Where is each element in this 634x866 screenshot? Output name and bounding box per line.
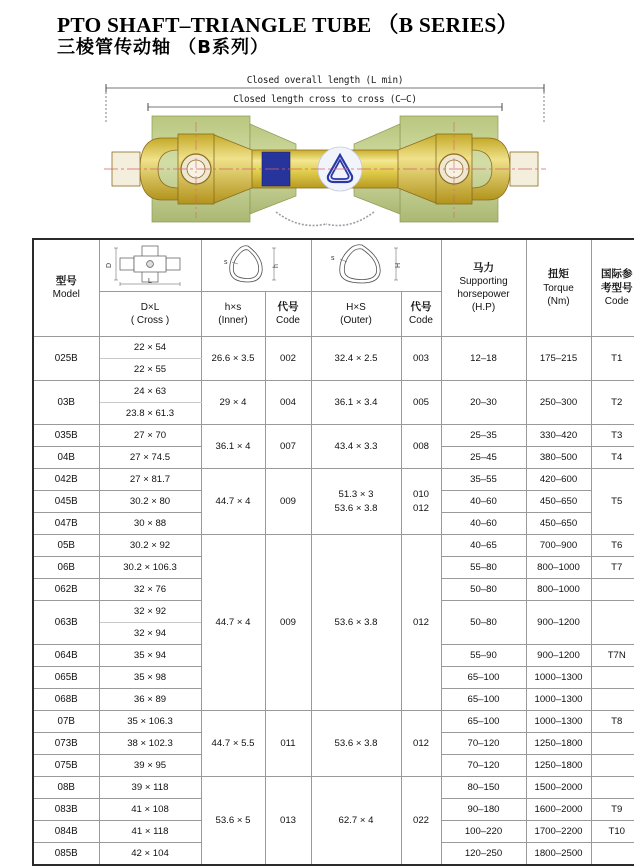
cell-model: 047B	[33, 513, 99, 535]
cell-international-code	[591, 689, 634, 711]
cell-model: 025B	[33, 337, 99, 381]
cell-outer-tube: 43.4 × 3.3	[311, 425, 401, 469]
cell-horsepower: 50–80	[441, 579, 526, 601]
table-row	[33, 469, 634, 491]
cell-cross-dimension: 30.2 × 80	[99, 491, 201, 513]
cell-inner-tube: 44.7 × 5.5	[201, 711, 265, 777]
cell-model: 075B	[33, 755, 99, 777]
cell-outer-code: 003	[401, 337, 441, 381]
cell-model: 068B	[33, 689, 99, 711]
cell-outer-code: 012	[401, 711, 441, 777]
cell-horsepower: 40–60	[441, 513, 526, 535]
cell-horsepower: 40–60	[441, 491, 526, 513]
cell-inner-code: 002	[265, 337, 311, 381]
cell-model: 035B	[33, 425, 99, 447]
cell-cross-dimension: 30.2 × 106.3	[99, 557, 201, 579]
cell-model: 085B	[33, 843, 99, 866]
table-row	[33, 711, 634, 733]
cell-inner-code: 013	[265, 777, 311, 866]
cell-cross-dimension: 23.8 × 61.3	[99, 403, 201, 425]
cell-cross-dimension: 32 × 92	[99, 601, 201, 623]
cell-cross-dimension: 36 × 89	[99, 689, 201, 711]
cell-cross-dimension: 42 × 104	[99, 843, 201, 866]
table-row	[33, 337, 634, 359]
cell-international-code: T8	[591, 711, 634, 733]
dimension-label-overall-length: Closed overall length (L min)	[246, 75, 404, 86]
cross-joint-icon	[99, 239, 201, 292]
cell-torque: 800–1000	[526, 557, 591, 579]
cell-model: 045B	[33, 491, 99, 513]
cell-cross-dimension: 32 × 76	[99, 579, 201, 601]
header-torque: 扭矩 Torque (Nm)	[526, 239, 591, 337]
table-header-icon-row	[33, 239, 634, 292]
safety-chain-right	[326, 212, 374, 226]
cell-international-code: T7N	[591, 645, 634, 667]
cell-torque: 250–300	[526, 381, 591, 425]
cell-inner-tube: 29 × 4	[201, 381, 265, 425]
cell-horsepower: 35–55	[441, 469, 526, 491]
svg-text:h: h	[273, 264, 280, 268]
cell-cross-dimension: 35 × 106.3	[99, 711, 201, 733]
cell-inner-code: 004	[265, 381, 311, 425]
cell-international-code: T3	[591, 425, 634, 447]
header-horsepower: 马力 Supporting horsepower (H.P)	[441, 239, 526, 337]
svg-text:s: s	[224, 259, 228, 266]
cell-torque: 1700–2200	[526, 821, 591, 843]
cell-inner-tube: 44.7 × 4	[201, 535, 265, 711]
cell-inner-tube: 53.6 × 5	[201, 777, 265, 866]
cell-model: 042B	[33, 469, 99, 491]
cell-model: 04B	[33, 447, 99, 469]
table-row	[33, 777, 634, 799]
cell-cross-dimension: 35 × 94	[99, 645, 201, 667]
cell-international-code	[591, 667, 634, 689]
cell-horsepower: 20–30	[441, 381, 526, 425]
cell-cross-dimension: 39 × 118	[99, 777, 201, 799]
header-outer-code: 代号 Code	[401, 292, 441, 337]
cell-model: 064B	[33, 645, 99, 667]
page-title-english: PTO SHAFT–TRIANGLE TUBE （B SERIES）	[57, 13, 519, 37]
outer-tube-icon	[311, 239, 441, 292]
cell-cross-dimension: 24 × 63	[99, 381, 201, 403]
cell-model: 065B	[33, 667, 99, 689]
cell-horsepower: 100–220	[441, 821, 526, 843]
svg-text:L: L	[148, 278, 152, 285]
cell-cross-dimension: 30.2 × 92	[99, 535, 201, 557]
cell-cross-dimension: 30 × 88	[99, 513, 201, 535]
cell-outer-code: 005	[401, 381, 441, 425]
cell-torque: 450–650	[526, 491, 591, 513]
cell-international-code: T5	[591, 469, 634, 535]
table-body	[33, 337, 634, 866]
cell-outer-tube: 53.6 × 3.8	[311, 535, 401, 711]
cell-model: 05B	[33, 535, 99, 557]
header-outer: H×S (Outer)	[311, 292, 401, 337]
cell-torque: 1800–2500	[526, 843, 591, 866]
cell-horsepower: 50–80	[441, 601, 526, 645]
svg-text:s: s	[331, 255, 335, 262]
cell-horsepower: 65–100	[441, 667, 526, 689]
header-inner: h×s (Inner)	[201, 292, 265, 337]
svg-text:H: H	[395, 262, 402, 268]
cell-inner-tube: 26.6 × 3.5	[201, 337, 265, 381]
inner-tube-icon	[201, 239, 311, 292]
cell-outer-code: 012	[401, 535, 441, 711]
specification-table	[32, 238, 634, 866]
cell-horsepower: 40–65	[441, 535, 526, 557]
page-title-chinese: 三棱管传动轴 （B系列）	[57, 37, 269, 58]
cell-outer-tube: 62.7 × 4	[311, 777, 401, 866]
cell-torque: 330–420	[526, 425, 591, 447]
cell-model: 03B	[33, 381, 99, 425]
pto-shaft-drawing	[100, 72, 550, 232]
cell-cross-dimension: 27 × 74.5	[99, 447, 201, 469]
cell-international-code	[591, 777, 634, 799]
cell-international-code: T6	[591, 535, 634, 557]
cell-torque: 700–900	[526, 535, 591, 557]
cell-torque: 1250–1800	[526, 755, 591, 777]
cell-inner-code: 011	[265, 711, 311, 777]
cell-torque: 1000–1300	[526, 711, 591, 733]
cell-international-code: T10	[591, 821, 634, 843]
cell-horsepower: 80–150	[441, 777, 526, 799]
cell-international-code	[591, 843, 634, 866]
cell-torque: 900–1200	[526, 601, 591, 645]
cell-model: 063B	[33, 601, 99, 645]
cell-outer-tube: 53.6 × 3.8	[311, 711, 401, 777]
cell-torque: 900–1200	[526, 645, 591, 667]
cell-international-code	[591, 733, 634, 755]
cell-model: 073B	[33, 733, 99, 755]
cell-horsepower: 55–80	[441, 557, 526, 579]
cell-torque: 800–1000	[526, 579, 591, 601]
cell-model: 084B	[33, 821, 99, 843]
table-row	[33, 381, 634, 403]
cell-torque: 1000–1300	[526, 667, 591, 689]
table-row	[33, 535, 634, 557]
cell-horsepower: 120–250	[441, 843, 526, 866]
cell-cross-dimension: 27 × 70	[99, 425, 201, 447]
cell-torque: 1500–2000	[526, 777, 591, 799]
cell-torque: 380–500	[526, 447, 591, 469]
cell-international-code: T9	[591, 799, 634, 821]
cell-model: 083B	[33, 799, 99, 821]
cell-cross-dimension: 22 × 55	[99, 359, 201, 381]
cell-international-code: T4	[591, 447, 634, 469]
cell-torque: 1250–1800	[526, 733, 591, 755]
cell-horsepower: 65–100	[441, 711, 526, 733]
cell-cross-dimension: 39 × 95	[99, 755, 201, 777]
cell-torque: 1600–2000	[526, 799, 591, 821]
cell-horsepower: 12–18	[441, 337, 526, 381]
header-inner-code: 代号 Code	[265, 292, 311, 337]
cell-cross-dimension: 41 × 108	[99, 799, 201, 821]
specification-table-container	[32, 238, 633, 866]
cell-cross-dimension: 27 × 81.7	[99, 469, 201, 491]
cell-international-code	[591, 601, 634, 645]
svg-text:D: D	[106, 262, 113, 268]
cell-model: 06B	[33, 557, 99, 579]
cell-horsepower: 25–45	[441, 447, 526, 469]
dimension-label-cross-to-cross: Closed length cross to cross (C–C)	[233, 94, 417, 105]
cell-cross-dimension: 38 × 102.3	[99, 733, 201, 755]
cell-outer-tube: 51.3 × 3 53.6 × 3.8	[311, 469, 401, 535]
cell-horsepower: 25–35	[441, 425, 526, 447]
cell-inner-tube: 36.1 × 4	[201, 425, 265, 469]
cell-inner-tube: 44.7 × 4	[201, 469, 265, 535]
cell-model: 062B	[33, 579, 99, 601]
safety-chain-left	[276, 212, 326, 226]
cell-torque: 450–650	[526, 513, 591, 535]
cell-model: 08B	[33, 777, 99, 799]
cell-cross-dimension: 32 × 94	[99, 623, 201, 645]
cell-horsepower: 70–120	[441, 755, 526, 777]
table-row	[33, 425, 634, 447]
cell-torque: 1000–1300	[526, 689, 591, 711]
cell-outer-code: 022	[401, 777, 441, 866]
cell-horsepower: 90–180	[441, 799, 526, 821]
cell-model: 07B	[33, 711, 99, 733]
header-international-code: 国际参 考型号 Code	[591, 239, 634, 337]
cell-torque: 420–600	[526, 469, 591, 491]
cell-inner-code: 007	[265, 425, 311, 469]
header-cross: D×L ( Cross )	[99, 292, 201, 337]
cell-inner-code: 009	[265, 535, 311, 711]
cell-outer-code: 010 012	[401, 469, 441, 535]
cell-international-code: T7	[591, 557, 634, 579]
cell-outer-code: 008	[401, 425, 441, 469]
cell-international-code: T1	[591, 337, 634, 381]
cell-horsepower: 55–90	[441, 645, 526, 667]
cell-outer-tube: 32.4 × 2.5	[311, 337, 401, 381]
cell-horsepower: 70–120	[441, 733, 526, 755]
cell-cross-dimension: 35 × 98	[99, 667, 201, 689]
cell-horsepower: 65–100	[441, 689, 526, 711]
cell-torque: 175–215	[526, 337, 591, 381]
cell-international-code: T2	[591, 381, 634, 425]
cell-cross-dimension: 41 × 118	[99, 821, 201, 843]
cell-international-code	[591, 755, 634, 777]
header-model: 型号 Model	[33, 239, 99, 337]
cell-cross-dimension: 22 × 54	[99, 337, 201, 359]
cell-inner-code: 009	[265, 469, 311, 535]
cell-international-code	[591, 579, 634, 601]
cell-outer-tube: 36.1 × 3.4	[311, 381, 401, 425]
